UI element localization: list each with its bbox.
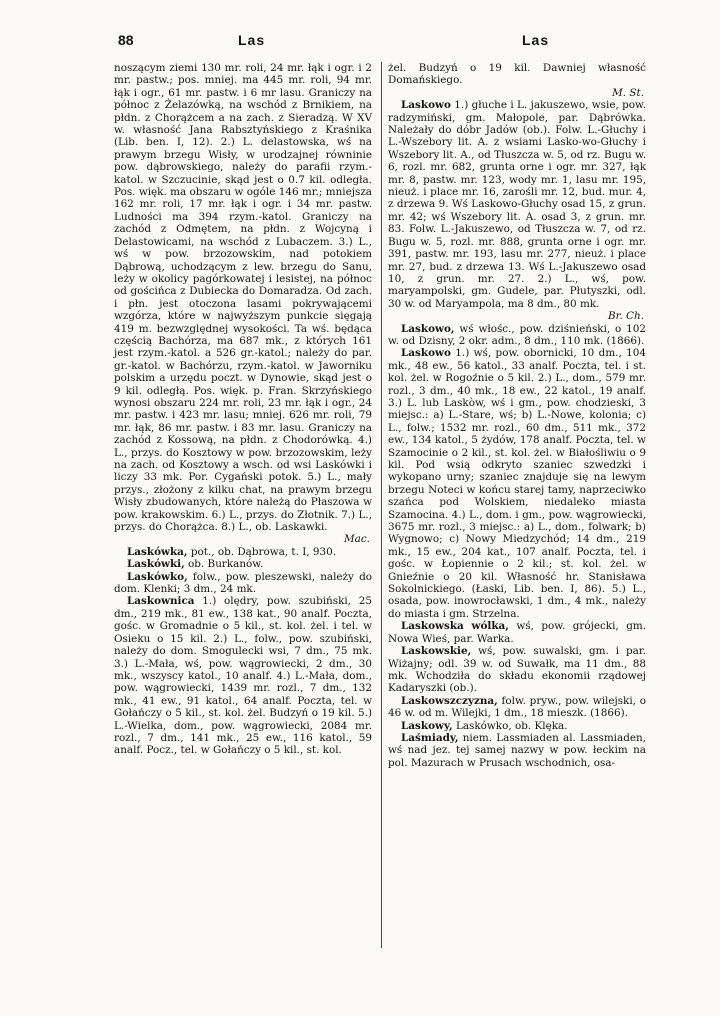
entry-laskowska-wolka	[388, 620, 646, 645]
page-number: 88	[118, 32, 134, 48]
entry-text: 1.) olędry, pow. szubiński, 25 dm., 219 mk., 81 ew., 138 kat., 90 analf. Poczta, gośc. w Gromadnie o 5 kil., st. kol. żel. i tel. w Osieku o 15 kil. 2.) L., folw., pow. szubiński, należy do dom. Smogulecki wsi, 7 dm., 75 mk. 3.) L.-Mała, wś, pow. wągrowiecki, 2 dm., 30 mk., wszyscy katol., 10 analf. 4.) L.-Mała, dom., pow. wągrowiecki, 1439 mr. rozl., 7 dm., 132 mk., 41 ew., 91 katol., 64 analf. Poczta, tel. w Gołańczy o 5 kil., st. kol. żel. Budzyń o 19 kil. 5.) L.-Wielka, dom., pow. wągrowiecki, 2084 mr. rozl., 7 dm., 141 mk., 25 ew., 116 katol., 59 analf. Pocz., tel. w Gołańczy o 5 kil., st. kol.	[114, 595, 372, 757]
entry-text: wś, pow. suwalski, gm. i par. Wiżajny; odl. 39 w. od Suwałk, ma 11 dm., 88 mk. Wchodziła do składu ekonomii rządowej Kadaryszki (ob.).	[388, 645, 646, 695]
entry-text: folw., pow. pleszewski, należy do dom. Klenki; 3 dm., 24 mk.	[114, 570, 372, 596]
entry-text: 1.) głuche i L. jakuszewo, wsie, pow. radzymiński, gm. Małopole, par. Dąbrówka. Należały do dóbr Jadów (ob.). Folw. L.-Głuchy i L.-Wszebory lit. A. z wsiami Lasko-wo-Głuchy i Wszebory lit. A., od Tłuszcza w. 5, od rz. Bugu w. 6, rozl. mr. 682, grunta orne i ogr. mr. 327, łąk mr. 8, pastw. mr. 123, wody mr. 1, lasu mr. 195, nieuż. i place mr. 16, zarośli mr. 12, bud. mur. 4, z drzewa 9. Wś Laskowo-Głuchy osad 15, z grun. mr. 42; wś Wszebory lit. A. osad 3, z grun. mr. 83. Folw. L.-Jakuszewo, od Tłuszcza w. 7, od rz. Bugu w. 5, rozl. mr. 888, grunta orne i ogr. mr. 391, pastw. mr. 193, lasu mr. 277, nieuż. i place mr. 27, bud. z drzewa 13. Wś L.-Jakuszewo osad 10, z grun. mr. 27. 2.) L., wś, pow. maryampolski, gm. Gudele, par. Płutyszki, odl. 30 w. od Maryampola, ma 8 dm., 80 mk.	[388, 99, 646, 310]
entry-headword: Laskownica	[127, 595, 195, 608]
entry-text: Laskówko, ob. Klęka.	[455, 719, 568, 732]
entry-headword: Laskówka,	[127, 545, 188, 558]
entry-laskowszczyzna	[388, 695, 646, 720]
entry-laskowo-3	[388, 347, 646, 620]
running-head-right: Las	[522, 32, 550, 48]
entry-text: wś, pow. grójecki, gm. Nowa Wieś, par. Warka.	[388, 620, 646, 645]
entry-text: pot., ob. Dąbrowa, t. I, 930.	[190, 545, 337, 558]
entry-headword: Laskowo	[401, 347, 451, 360]
column-divider	[381, 62, 382, 948]
entry-laskowka	[114, 546, 372, 558]
entry-text: wś włośc., pow. dziśnieński, o 102 w. od Dzisny, 2 okr. adm., 8 dm., 110 mk. (1866).	[388, 322, 646, 347]
entry-laskowskie	[388, 645, 646, 695]
entry-laskowo-1	[388, 99, 646, 310]
entry-headword: Laskówko,	[127, 570, 188, 583]
right-column	[388, 62, 646, 769]
page-header	[0, 30, 720, 54]
entry-headword: Laskówki,	[127, 558, 185, 571]
left-column	[114, 62, 372, 757]
author-signature: Br. Ch.	[607, 310, 644, 323]
author-signature: M. St.	[612, 86, 644, 99]
entry-headword: Laskowszczyzna,	[401, 694, 498, 707]
entry-headword: Laskowska wólka,	[401, 620, 509, 633]
author-signature: Mac.	[344, 533, 370, 546]
entry-laskownica	[114, 595, 372, 756]
entry-lasmiady	[388, 732, 646, 769]
entry-headword: Laskowo	[401, 99, 451, 112]
entry-headword: Laskowo,	[401, 322, 455, 335]
entry-laskowko	[114, 571, 372, 596]
entry-laskowo-2	[388, 323, 646, 348]
entry-headword: Laskowy,	[401, 719, 453, 732]
entry-continuation: żel. Budzyń o 19 kil. Dawniej własność Domańskiego.	[388, 62, 646, 87]
entry-text: folw. pryw., pow. wilejski, o 46 w. od m. Wilejki, 1 dm., 18 mieszk. (1866).	[388, 694, 646, 720]
entry-laskowy	[388, 720, 646, 732]
entry-las-continued: noszącym ziemi 130 mr. roli, 24 mr. łąk i ogr. i 2 mr. pastw.; pos. mniej. ma 445 mr. roli, 94 mr. łąk i ogr., 61 mr. pastw. i 6 mr lasu. Graniczy na północ z Żelazówką, na wschód z Brnikiem, na płdn. z Chorążcem a na zach. z Sieradzą. W XV w. własność Jana Rabsztyńskiego z Kraśnika (Lib. ben. I, 12). 2.) L. delastowska, wś na prawym brzegu Wisły, w urodzajnej równinie pow. dąbrowskiego, należy do parafii rzym.-katol. w Szczucinie, skąd jest o 0.7 kil. odległa. Pos. więk. ma obszaru w ogóle 146 mr.; mniejsza 162 mr. roli, 17 mr. łąk i ogr. i 34 mr. pastw. Ludności ma 394 rzym.-katol. Graniczy na zachód z Odmętem, na płdn. z Wojcyną i Delastowicami, na wschód z Lubaczem. 3.) L., wś w pow. brzozowskim, nad potokiem Dąbrową, uchodzącym z lew. brzegu do Sanu, leży w okolicy pagórkowatej i lesistej, na północ od gościńca z Dubiecka do Domaradza. Od zach. i płn. jest otoczona lasami pokrywającemi wzgórza, które w najwyższym punkcie sięgają 419 m. bezwzględnej wysokości. Ta wś. będąca częścią Bachórza, ma 687 mk., z których 161 jest rzym.-katol. a 526 gr.-katol.; należy do par. gr.-katol. w Bachórzu, rzym.-katol. w Jaworniku polskim a urzędu poczt. w Dynowie, skąd jest o 9 kil. odległą. Pos. więk. p. Fran. Skrzyńskiego wynosi obszaru 224 mr. roli, 23 mr. łąk i ogr., 24 mr. pastw. i 423 mr. lasu; mniej. 626 mr. roli, 79 mr. łąk, 86 mr. pastw. i 83 mr. lasu. Graniczy na zachód z Kossową, na płdn. z Chodorówką. 4.) L., przys. do Kosztowy w pow. brzozowskim, leży na zach. od Kosztowy a wsch. od wsi Laskówki i liczy 33 mk. Por. Cygański potok. 5.) L., mały przys., złożony z kilku chat, na prawym brzegu Wisły zbudowanych, które należą do Płaszowa w pow. krakowskim. 6.) L., przys. do Złotnik. 7.) L., przys. do Chorążca. 8.) L., ob. Laskawki.	[114, 62, 372, 534]
entry-headword: Laskowskie,	[401, 645, 472, 658]
entry-headword: Laśmiady,	[401, 731, 459, 744]
running-head-left: Las	[238, 32, 266, 48]
entry-text: ob. Burkanów.	[188, 558, 264, 571]
entry-laskowki	[114, 558, 372, 570]
entry-text: 1.) wś, pow. obornicki, 10 dm., 104 mk., 48 ew., 56 katol., 33 analf. Poczta, tel. i st. kol. żel. w Rogoźnie o 5 kil. 2.) L., dom., 579 mr. rozl., 3 dm., 40 mk., 18 ew., 22 katol., 19 analf. 3.) L. lub Laskòw, wś i gm., pow. chodzieski, 3 miejsc.: a) L.-Stare, wś; b) L.-Nowe, kolonia; c) L., folw.; 1532 mr. rozl., 60 dm., 511 mk., 372 ew., 134 katol., 5 żydów, 178 analf. Poczta, tel. w Szamocinie o 2 kil., st. kol. żel. w Białośliwiu o 9 kil. Pod wsią odkryto szaniec szwedzki i wykopano urny; szaniec znajduje się na lewym brzegu Noteci w końcu starej tamy, naprzeciwko szańca pod Wolskiem, niedaleko miasta Szamocina. 4.) L., dom. i gm., pow. wągrowiecki, 3675 mr. rozl., 3 miejsc.: a) L., dom., folwark; b) Wygnowo; c) Nowy Miedzychód; 14 dm., 219 mk., 15 ew., 204 kat., 107 analf. Poczta, tel. i gośc. w Łopiennie o 2 kil.; st. kol. żel. w Gnieźnie o 20 kil. Własność hr. Stanisława Sokolnickiego. (Łaski, Lib. ben. I, 86). 5.) L., osada, pow. inowrocławski, 1 dm., 4 mk., należy do miasta i gm. Strzelna.	[388, 347, 646, 620]
entry-text: niem. Lassmiaden al. Lassmiaden, wś nad jez. tej samej nazwy w pow. łeckim na pol. Mazurach w Prusach wschodnich, osa-	[388, 731, 646, 769]
